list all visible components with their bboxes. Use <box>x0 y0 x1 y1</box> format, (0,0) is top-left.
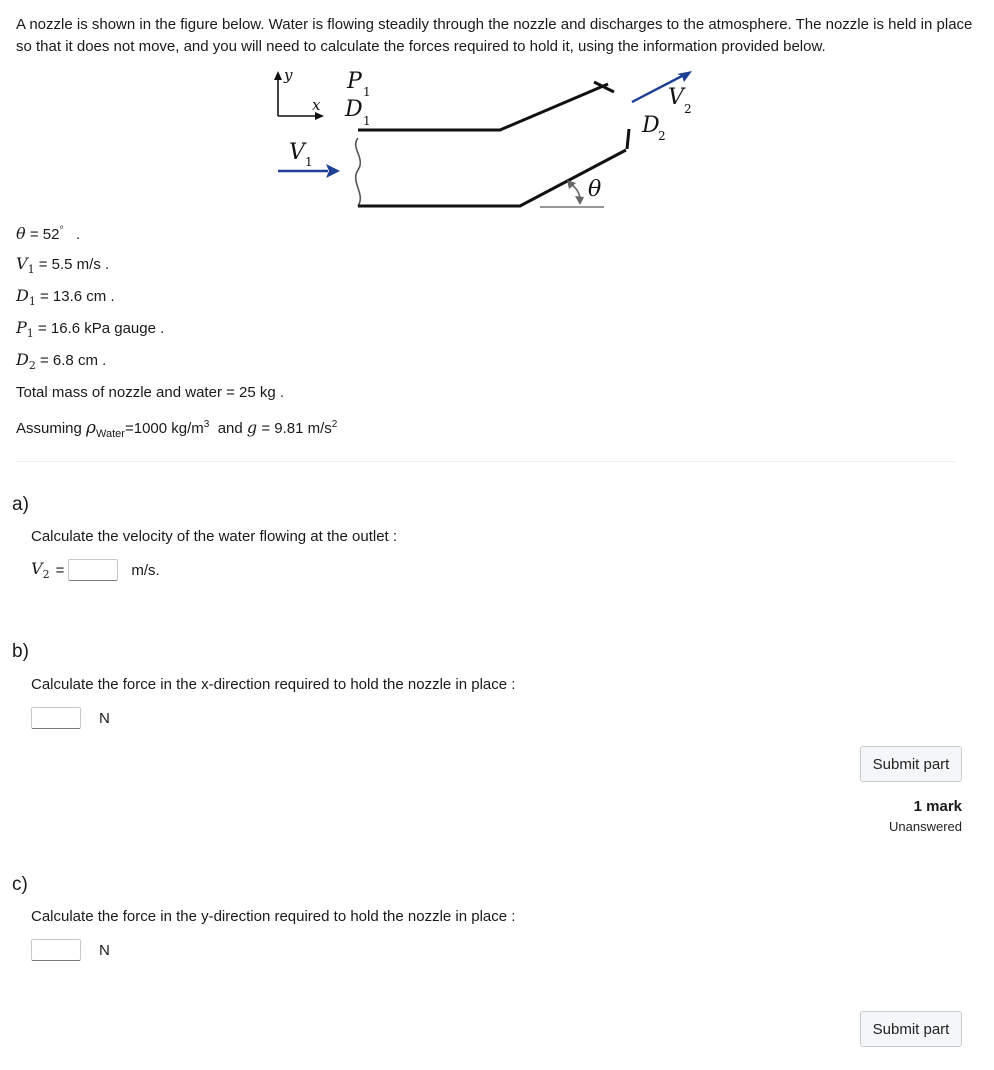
v1-label: V <box>289 140 305 165</box>
section-divider <box>16 461 956 462</box>
rho-value: =1000 kg/m <box>124 420 204 437</box>
and-text: and <box>217 420 243 437</box>
part-b-answer-row <box>31 707 110 729</box>
given-p1 <box>16 318 164 344</box>
given-theta <box>16 221 80 245</box>
force-y-answer-input[interactable] <box>31 939 81 961</box>
v2-answer-unit: m/s. <box>131 561 160 579</box>
p1-subscript: 1 <box>363 85 371 99</box>
given-mass: Total mass of nozzle and water = 25 kg . <box>16 384 285 401</box>
problem-statement: A nozzle is shown in the figure below. Water is flowing steadily through the nozzle and discharges to the atmosphere. The nozzle is held in place so that it does not move, and you will need to calculate the forces required to hold it, using the information provided below. <box>16 16 973 55</box>
part-c-label: c) <box>12 874 28 895</box>
nozzle-upper-lip <box>594 82 614 92</box>
part-c-answer-row <box>31 939 110 961</box>
v2-label: V <box>668 85 684 110</box>
part-c-question: Calculate the force in the y-direction required to hold the nozzle in place : <box>31 908 516 925</box>
v1-subscript: 1 <box>305 155 313 169</box>
part-b-mark-value: 1 mark <box>913 798 962 815</box>
y-axis-arrowhead <box>274 71 282 80</box>
theta-end: . <box>75 226 81 243</box>
force-x-answer-input[interactable] <box>31 707 81 729</box>
rho-subscript: Water <box>96 428 125 440</box>
given-d1 <box>16 286 115 312</box>
part-b-label: b) <box>12 641 29 662</box>
angle-arrowhead-lower <box>575 196 584 205</box>
part-a-answer-row <box>31 559 160 581</box>
d2-subscript: 2 <box>658 129 666 143</box>
part-c-submit-button[interactable]: Submit part <box>860 1011 962 1047</box>
d2-value: = 6.8 cm . <box>40 352 107 369</box>
d2-label: D <box>642 113 660 138</box>
theta-value: = 52 <box>29 226 60 243</box>
force-y-answer-unit: N <box>99 941 110 959</box>
theta-label: θ <box>588 177 602 202</box>
g-symbol: g <box>246 418 258 437</box>
theta-degree: ° <box>59 225 64 236</box>
d1-value: = 13.6 cm . <box>40 288 115 305</box>
p1-label: P <box>347 69 362 94</box>
g-value: = 9.81 m/s <box>261 420 332 437</box>
force-x-answer-unit: N <box>99 709 110 727</box>
part-b-question: Calculate the force in the x-direction required to hold the nozzle in place : <box>31 676 516 693</box>
v2-subscript: 2 <box>684 102 692 116</box>
given-constants <box>16 415 337 444</box>
nozzle-outlet-lip <box>627 129 629 149</box>
v1-symbol: $V_1$ <box>16 254 35 277</box>
d2-symbol: $D_2$ <box>16 350 36 373</box>
part-b-submit-button[interactable]: Submit part <box>860 746 962 782</box>
nozzle-lower-wall <box>358 150 626 206</box>
v1-arrowhead <box>326 164 340 178</box>
v2-answer-equals: = <box>55 561 65 579</box>
d1-subscript: 1 <box>363 114 371 128</box>
rho-exponent: 3 <box>203 419 210 430</box>
nozzle-figure <box>270 66 710 216</box>
inlet-cut-line <box>356 138 361 206</box>
v2-answer-input[interactable] <box>68 559 118 581</box>
part-a-label: a) <box>12 494 29 515</box>
v1-value: = 5.5 m/s . <box>38 256 110 273</box>
y-axis-label: y <box>284 66 293 84</box>
part-b-status: Unanswered <box>889 819 962 834</box>
v2-answer-symbol: $V_2$ <box>31 559 50 582</box>
theta-symbol: θ <box>16 224 26 243</box>
nozzle-upper-wall <box>358 84 608 130</box>
g-exponent: 2 <box>331 419 338 430</box>
part-a-question: Calculate the velocity of the water flowing at the outlet : <box>31 528 398 545</box>
assume-prefix: Assuming <box>16 420 82 437</box>
p1-symbol: $P_1$ <box>16 318 34 341</box>
p1-value: = 16.6 kPa gauge . <box>37 320 165 337</box>
d1-label: D <box>345 97 363 122</box>
part-b-marks <box>889 798 962 834</box>
given-v1 <box>16 254 109 280</box>
d1-symbol: $D_1$ <box>16 286 36 309</box>
given-d2 <box>16 350 106 376</box>
x-axis-label: x <box>312 96 321 114</box>
rho-symbol: ρ <box>86 418 97 438</box>
